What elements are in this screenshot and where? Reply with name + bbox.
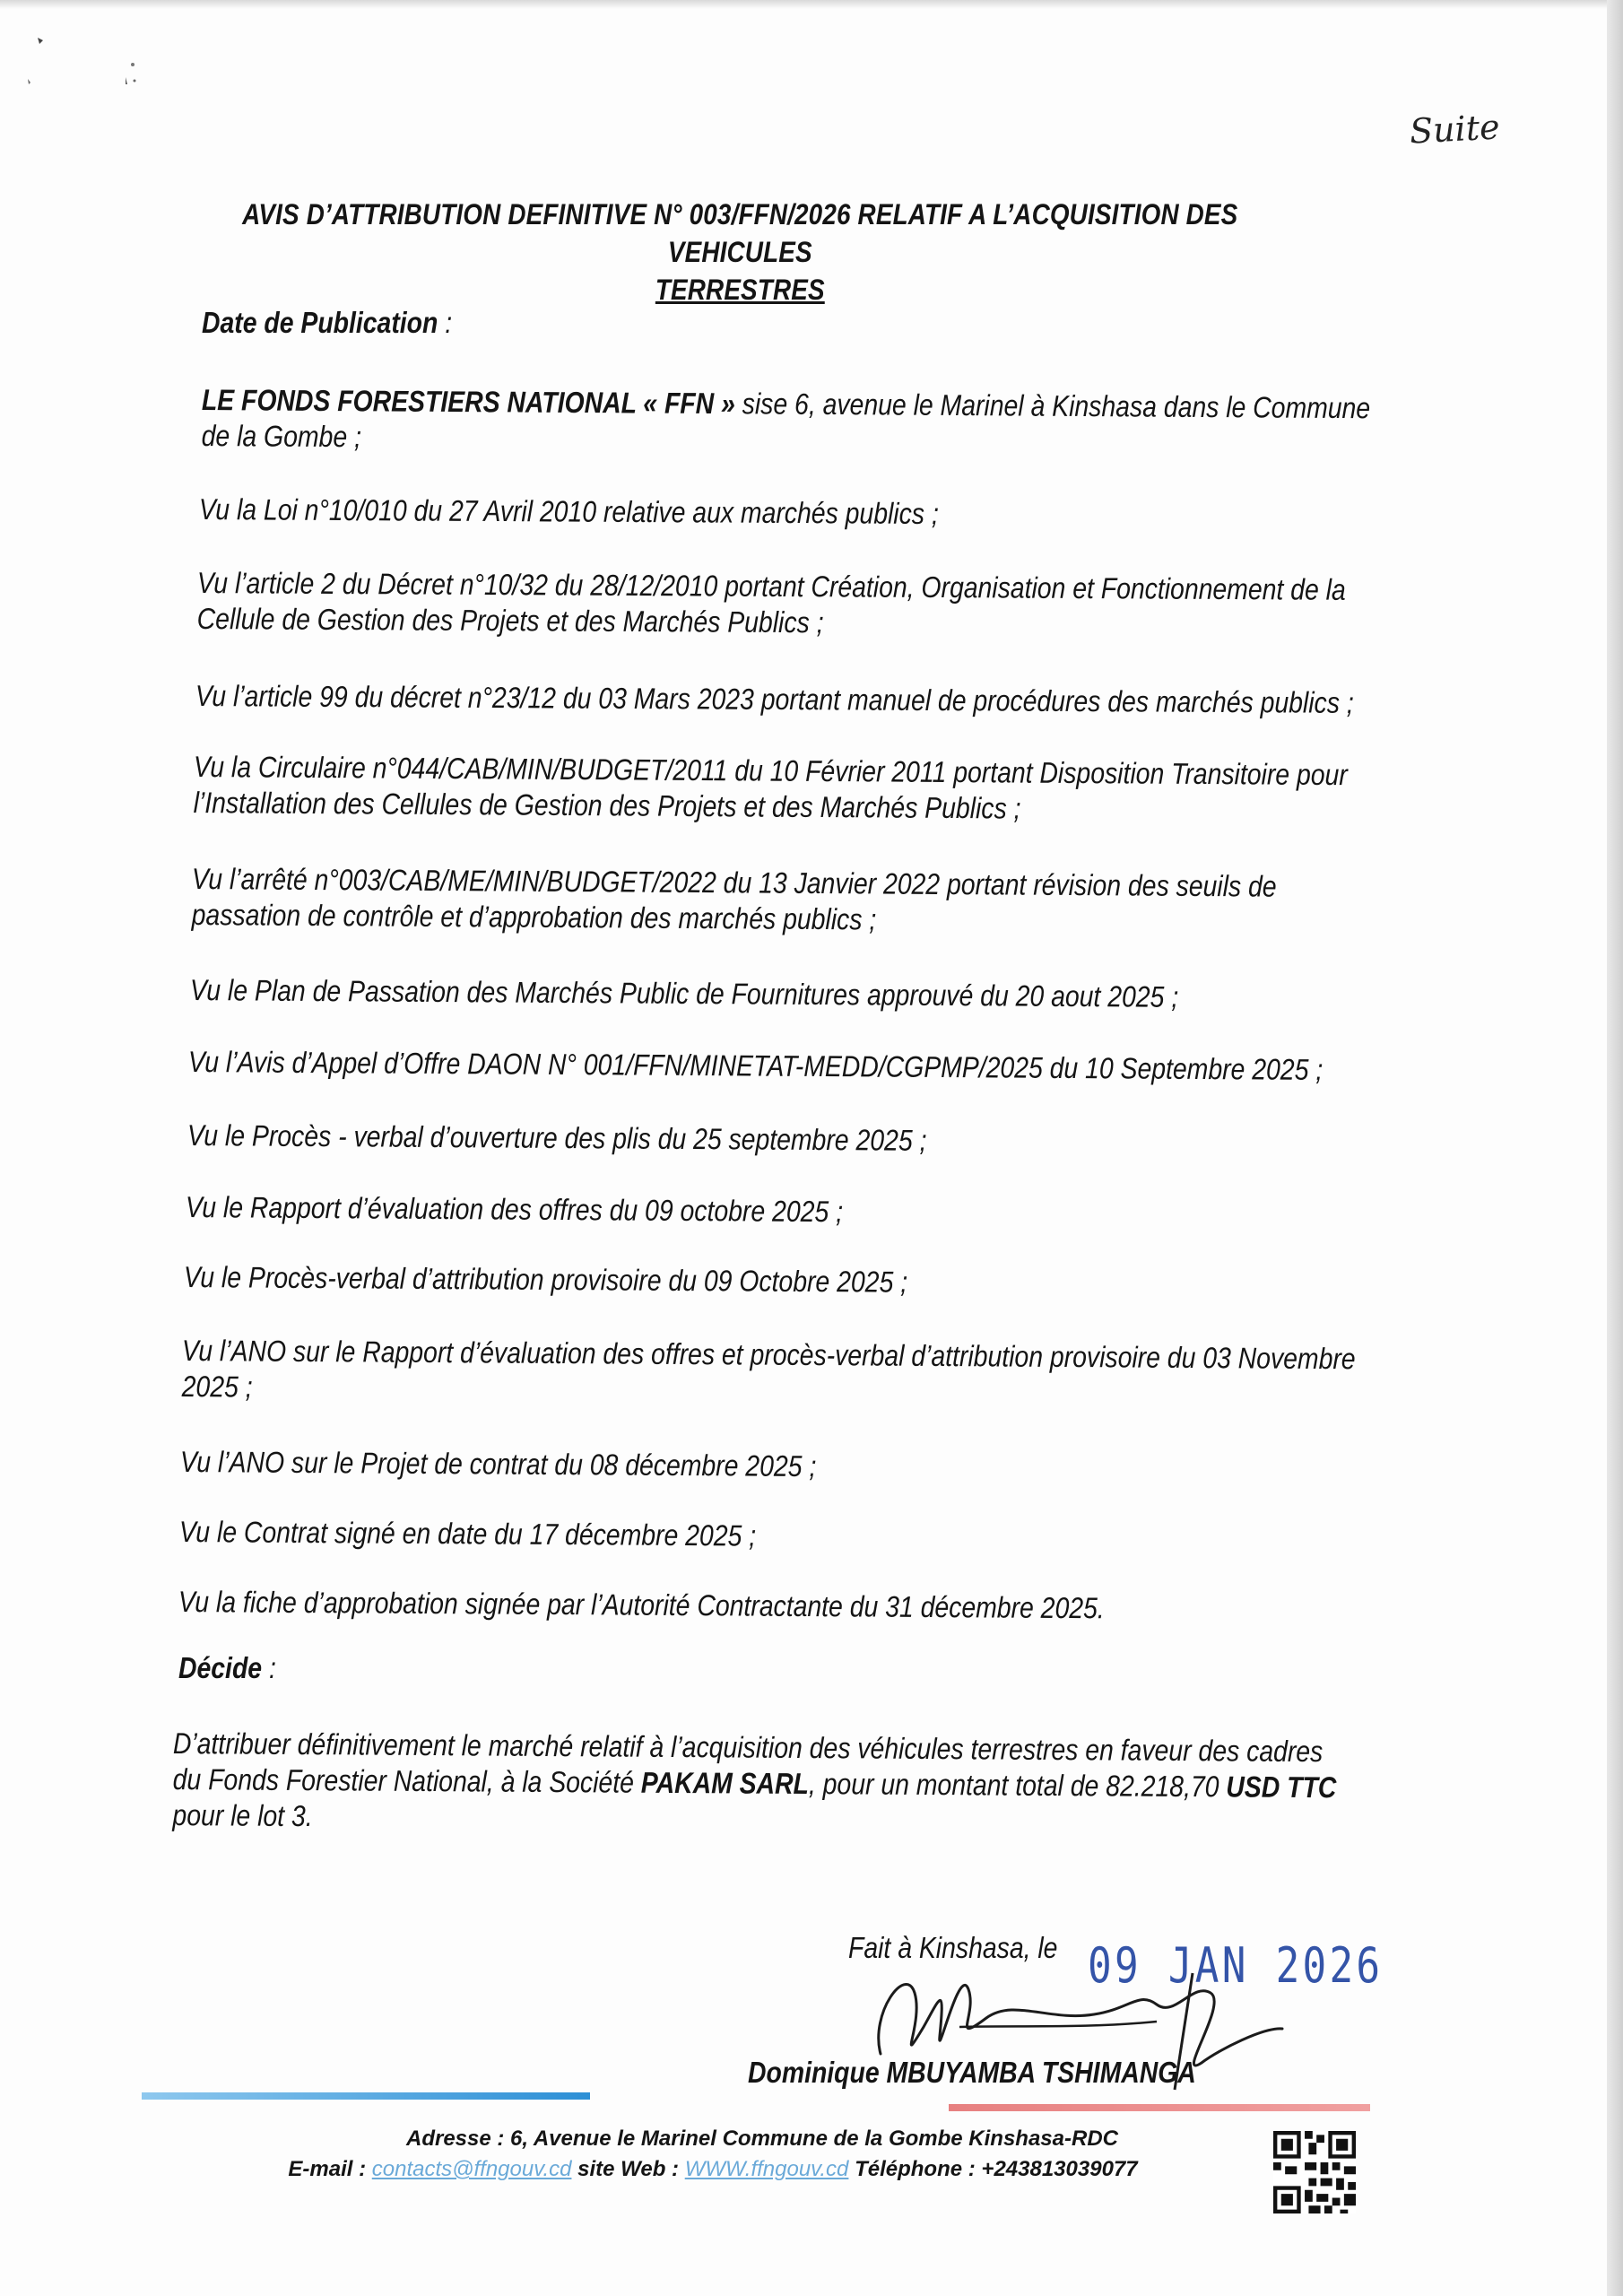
qr-code-icon[interactable] bbox=[1273, 2131, 1356, 2213]
consideration-item: Vu le Procès - verbal d’ouverture des plis du 25 septembre 2025 ; bbox=[187, 1118, 927, 1157]
title-line-2: TERRESTRES bbox=[655, 274, 825, 306]
consideration-item: Vu l’article 99 du décret n°23/12 du 03 Mars 2023 portant manuel de procédures des marchés publics ; bbox=[195, 679, 1354, 719]
footer-rule-blue bbox=[142, 2092, 590, 2100]
consideration-item: Vu la Circulaire n°044/CAB/MIN/BUDGET/2011 du 10 Février 2011 portant Disposition Transitoire pour l’Installation des Cellules de Gestion des Projets et des Marchés Publics ; bbox=[193, 750, 1348, 825]
scan-edge-top bbox=[0, 0, 1623, 9]
org-address: sise 6, avenue le Marinel à Kinshasa dans le Commune bbox=[734, 387, 1371, 425]
title-line-1: AVIS D’ATTRIBUTION DEFINITIVE N° 003/FFN/2026 RELATIF A L’ACQUISITION DES VEHICULES bbox=[242, 198, 1238, 268]
decision-paragraph: D’attribuer définitivement le marché relatif à l’acquisition des véhicules terrestres en faveur des cadres du Fonds Forestier National, à la Société PAKAM SARL, pour un montant total de 82.218,70 USD TTC pour le lot 3. bbox=[172, 1726, 1337, 1833]
document-title bbox=[202, 196, 1279, 309]
publication-date-label: Date de Publication : bbox=[202, 306, 453, 339]
footer bbox=[179, 2124, 1345, 2185]
company-name: PAKAM SARL bbox=[640, 1765, 810, 1801]
scan-specks bbox=[25, 32, 151, 104]
consideration-item: Vu l’ANO sur le Projet de contrat du 08 décembre 2025 ; bbox=[179, 1445, 817, 1483]
consideration-item: Vu la Loi n°10/010 du 27 Avril 2010 relative aux marchés publics ; bbox=[198, 492, 939, 531]
consideration-item: Vu le Procès-verbal d’attribution provisoire du 09 Octobre 2025 ; bbox=[183, 1260, 908, 1299]
consideration-item: Vu la fiche d’approbation signée par l’Autorité Contractante du 31 décembre 2025. bbox=[178, 1585, 1105, 1625]
footer-contact: E-mail : contacts@ffngouv.cd site Web : WWW.ffngouv.cd Téléphone : +243813039077 bbox=[288, 2157, 1138, 2181]
org-name: LE FONDS FORESTIERS NATIONAL « FFN » bbox=[201, 382, 735, 421]
consideration-item: Vu l’arrêté n°003/CAB/ME/MIN/BUDGET/2022 du 13 Janvier 2022 portant révision des seuils de passation de contrôle et d’approbation des marchés publics ; bbox=[191, 862, 1277, 936]
consideration-item: Vu l’ANO sur le Rapport d’évaluation des offres et procès-verbal d’attribution provisoire du 03 Novembre 2025 ; bbox=[181, 1334, 1356, 1404]
website-link[interactable]: WWW.ffngouv.cd bbox=[684, 2157, 849, 2181]
consideration-item: Vu le Plan de Passation des Marchés Public de Fournitures approuvé du 20 aout 2025 ; bbox=[189, 973, 1179, 1013]
consideration-item: Vu l’Avis d’Appel d’Offre DAON N° 001/FFN/MINETAT-MEDD/CGPMP/2025 du 10 Septembre 2025 ; bbox=[187, 1045, 1324, 1086]
phone-number: +243813039077 bbox=[981, 2157, 1138, 2181]
currency-label: USD TTC bbox=[1226, 1770, 1337, 1805]
signature-place: Fait à Kinshasa, le bbox=[848, 1931, 1058, 1964]
date-stamp: 09 JAN 2026 bbox=[1088, 1937, 1384, 1994]
suite-annotation: Suite bbox=[1408, 107, 1501, 152]
signatory-name: Dominique MBUYAMBA TSHIMANGA bbox=[748, 2056, 1196, 2089]
consideration-item: Vu le Contrat signé en date du 17 décembre 2025 ; bbox=[178, 1515, 757, 1552]
scan-edge-right bbox=[1607, 0, 1623, 2296]
decide-label: Décide : bbox=[178, 1651, 276, 1684]
footer-rule-red bbox=[949, 2104, 1370, 2111]
email-link[interactable]: contacts@ffngouv.cd bbox=[371, 2157, 572, 2181]
footer-address: Adresse : 6, Avenue le Marinel Commune de la Gombe Kinshasa-RDC bbox=[406, 2126, 1118, 2151]
consideration-item: Vu le Rapport d’évaluation des offres du 09 octobre 2025 ; bbox=[185, 1190, 844, 1229]
intro-paragraph bbox=[202, 382, 1371, 462]
consideration-item: Vu l’article 2 du Décret n°10/32 du 28/12/2010 portant Création, Organisation et Fonctionnement de la Cellule de Gestion des Projets et des Marchés Publics ; bbox=[196, 566, 1346, 639]
org-address-line-2: de la Gombe ; bbox=[201, 418, 362, 454]
